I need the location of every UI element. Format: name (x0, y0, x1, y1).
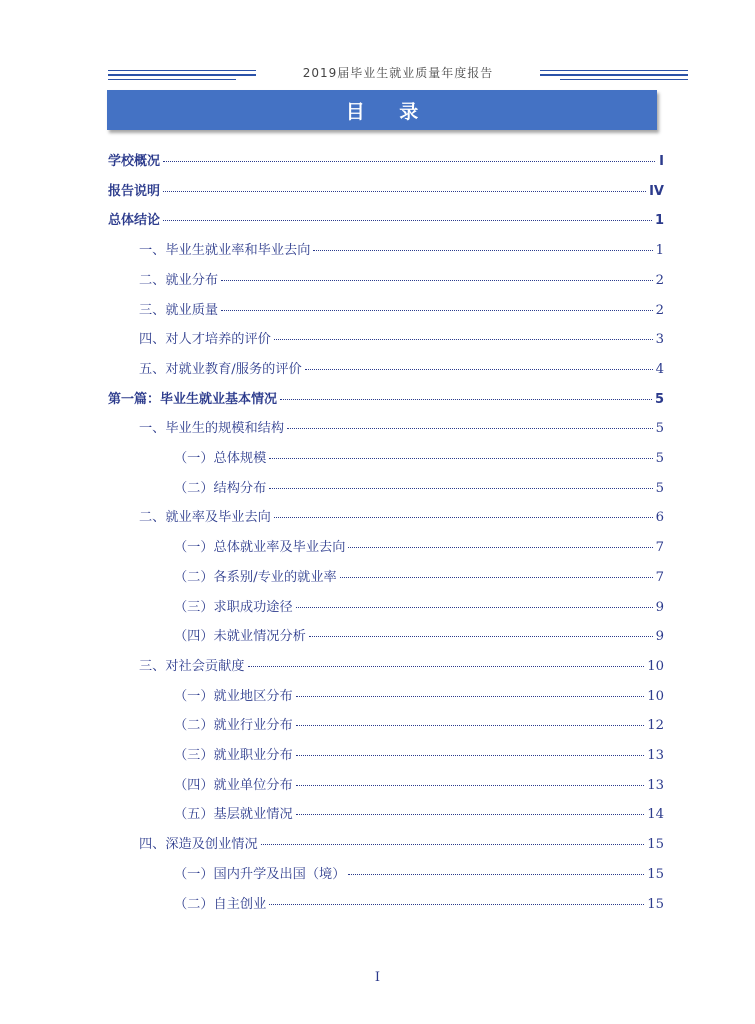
toc-leader-dots (269, 448, 652, 459)
toc-entry-page: 5 (655, 451, 664, 466)
toc-entry[interactable] (108, 328, 664, 350)
toc-entry-label: （二）各系别/专业的就业率 (174, 569, 337, 585)
toc-entry[interactable] (108, 388, 664, 410)
toc-entry-label: （二）结构分布 (174, 480, 267, 496)
toc-entry-label: 报告说明 (108, 183, 161, 199)
toc-entry-label: 一、毕业生的规模和结构 (139, 421, 285, 437)
toc-title-band (107, 90, 657, 130)
toc-entry-label: 四、深造及创业情况 (139, 837, 258, 853)
toc-entry[interactable] (108, 655, 664, 677)
header-rule-right-1 (540, 70, 688, 71)
toc-entry[interactable] (108, 685, 664, 707)
toc-leader-dots (248, 656, 645, 667)
toc-leader-dots (296, 715, 645, 726)
toc-entry-page: 4 (655, 361, 664, 377)
toc-leader-dots (163, 181, 646, 192)
header-title: 2019届毕业生就业质量年度报告 (302, 66, 494, 80)
toc-entry-label: （四）就业单位分布 (174, 777, 293, 793)
toc-entry-label: （四）未就业情况分析 (174, 629, 306, 645)
toc-entry-page: 9 (655, 599, 664, 615)
toc-entry-label: （一）国内升学及出国（境） (174, 866, 346, 882)
toc-entry[interactable] (108, 180, 664, 202)
toc-entry-label: （二）自主创业 (174, 896, 267, 912)
toc-leader-dots (296, 804, 645, 815)
toc-leader-dots (348, 864, 644, 875)
toc-leader-dots (269, 478, 652, 489)
toc-entry-page: 15 (647, 837, 664, 853)
toc-entry-page: I (659, 154, 664, 169)
toc-title: 目 录 (345, 100, 433, 123)
toc-entry-label: 五、对就业教育/服务的评价 (139, 361, 302, 377)
toc-leader-dots (340, 567, 653, 578)
toc-leader-dots (261, 834, 645, 845)
toc-leader-dots (221, 270, 652, 281)
toc-entry-page: 7 (655, 540, 664, 556)
toc-entry-label: （一）总体就业率及毕业去向 (174, 540, 346, 556)
toc-leader-dots (287, 418, 653, 429)
toc-entry-label: （三）求职成功途径 (174, 599, 293, 615)
toc-entry-page: 10 (647, 658, 664, 674)
toc-entry-label: （二）就业行业分布 (174, 718, 293, 734)
toc-entry-page: 7 (655, 569, 664, 585)
toc-leader-dots (348, 537, 652, 548)
toc-leader-dots (163, 210, 652, 221)
toc-entry-page: 10 (647, 688, 664, 704)
toc-entry-page: 2 (655, 272, 664, 288)
toc-leader-dots (296, 686, 645, 697)
toc-entry-page: 15 (647, 896, 664, 912)
toc-entry-page: 1 (655, 243, 664, 259)
running-header (108, 62, 688, 86)
toc-entry-page: 9 (655, 629, 664, 645)
toc-entry[interactable] (108, 506, 664, 528)
toc-leader-dots (274, 507, 653, 518)
toc-entry-label: （五）基层就业情况 (174, 807, 293, 823)
toc-entry-label: 学校概况 (108, 154, 161, 169)
toc-entry[interactable] (108, 477, 664, 499)
toc-entry-page: 13 (647, 748, 664, 763)
toc-entry[interactable] (108, 150, 664, 172)
toc-entry-label: 二、就业率及毕业去向 (139, 510, 271, 526)
toc-entry-page: 5 (654, 391, 664, 407)
toc-entry-page: 5 (655, 421, 664, 437)
toc-entry[interactable] (108, 625, 664, 647)
toc-entry[interactable] (108, 417, 664, 439)
header-rule-right-2 (540, 74, 688, 76)
toc-entry-label: 二、就业分布 (139, 272, 219, 288)
toc-entry-label: 三、对社会贡献度 (139, 658, 245, 674)
toc-entry-label: 四、对人才培养的评价 (139, 332, 271, 348)
toc-entry-label: （三）就业职业分布 (174, 748, 293, 763)
toc-entry[interactable] (108, 744, 664, 766)
toc-entry[interactable] (108, 803, 664, 825)
toc-leader-dots (269, 894, 644, 905)
toc-leader-dots (274, 329, 653, 340)
header-rule-right-3 (560, 79, 688, 80)
toc-entry[interactable] (108, 893, 664, 915)
toc-entry-page: 3 (655, 332, 664, 348)
toc-entry-page: 12 (647, 718, 664, 734)
toc-leader-dots (221, 300, 652, 311)
toc-entry-page: 1 (654, 213, 664, 229)
toc-entry-page: 14 (647, 807, 664, 823)
toc-entry[interactable] (108, 714, 664, 736)
toc-entry[interactable] (108, 269, 664, 291)
toc-entry[interactable] (108, 774, 664, 796)
toc-entry[interactable] (108, 833, 664, 855)
toc-entry-label: 三、就业质量 (139, 302, 219, 318)
toc-entry-label: 一、毕业生就业率和毕业去向 (139, 243, 311, 259)
toc-entry-page: 15 (647, 866, 664, 882)
toc-entry[interactable] (108, 239, 664, 261)
toc-entry-page: 6 (655, 510, 664, 526)
toc-entry-label: 总体结论 (108, 213, 161, 229)
toc-entry[interactable] (108, 358, 664, 380)
toc-entry-label: 第一篇：毕业生就业基本情况 (108, 391, 278, 407)
toc-leader-dots (313, 240, 652, 251)
toc-entry[interactable] (108, 536, 664, 558)
toc-leader-dots (296, 597, 653, 608)
toc-entry-page: 13 (647, 777, 664, 793)
toc-entry[interactable] (108, 566, 664, 588)
toc-leader-dots (305, 359, 653, 370)
toc-leader-dots (309, 626, 653, 637)
toc-entry[interactable] (108, 209, 664, 231)
toc-entry[interactable] (108, 596, 664, 618)
toc-entry-page: IV (649, 183, 664, 199)
toc-entry-page: 2 (655, 302, 664, 318)
toc-leader-dots (280, 389, 652, 400)
toc-entry-label: （一）总体规模 (174, 451, 267, 466)
toc-entry-label: （一）就业地区分布 (174, 688, 293, 704)
toc-leader-dots (163, 151, 655, 162)
toc-leader-dots (296, 745, 645, 756)
toc-entry[interactable] (108, 299, 664, 321)
toc-entry-page: 5 (655, 480, 664, 496)
toc-leader-dots (296, 775, 645, 786)
page-number: I (374, 970, 381, 985)
toc-entry[interactable] (108, 447, 664, 469)
toc-entry[interactable] (108, 863, 664, 885)
